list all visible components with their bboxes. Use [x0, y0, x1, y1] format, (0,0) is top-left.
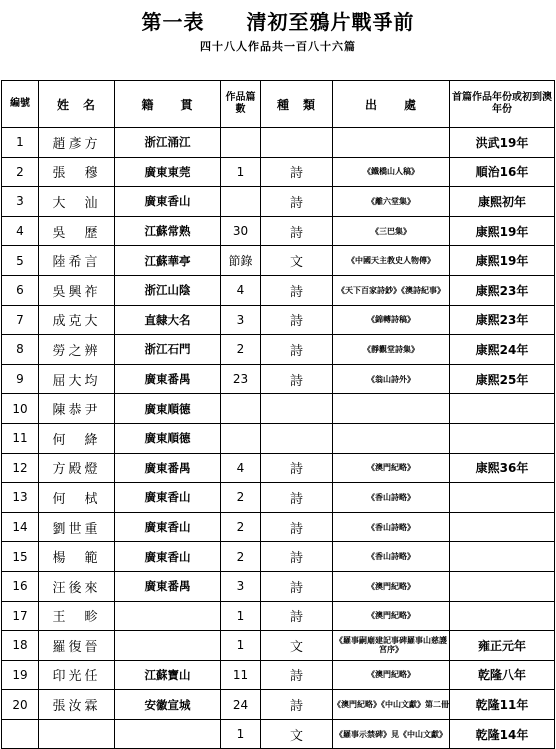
- cell-origin: 安徽宣城: [115, 690, 221, 720]
- cell-year: [450, 423, 555, 453]
- cell-genre: 文: [261, 719, 333, 749]
- cell-name: 汪後來: [39, 571, 115, 601]
- cell-count: 2: [221, 335, 261, 365]
- cell-name: 楊 範: [39, 542, 115, 572]
- header-genre: 種 類: [261, 81, 333, 128]
- cell-origin: 浙江涌江: [115, 128, 221, 158]
- cell-origin: 廣東番禺: [115, 364, 221, 394]
- cell-no: 15: [2, 542, 39, 572]
- cell-genre: [261, 394, 333, 424]
- cell-genre: 詩: [261, 542, 333, 572]
- cell-count: 2: [221, 512, 261, 542]
- cell-name: [39, 719, 115, 749]
- cell-year: 康熙19年: [450, 216, 555, 246]
- cell-name: 陳恭尹: [39, 394, 115, 424]
- cell-source: 《羅事嗣廟建記事碑羅事山慈護宮序》: [333, 631, 450, 661]
- cell-year: 雍正元年: [450, 631, 555, 661]
- cell-no: 6: [2, 275, 39, 305]
- cell-name: 羅復晉: [39, 631, 115, 661]
- table-row: [2, 660, 555, 690]
- cell-year: [450, 571, 555, 601]
- cell-origin: 浙江山陰: [115, 275, 221, 305]
- cell-genre: 文: [261, 246, 333, 276]
- table-subtitle: 四十八人作品共一百八十六篇: [200, 40, 356, 53]
- cell-no: 1: [2, 128, 39, 158]
- cell-count: 3: [221, 571, 261, 601]
- cell-count: 1: [221, 157, 261, 187]
- cell-origin: 江蘇寶山: [115, 660, 221, 690]
- cell-year: 乾隆11年: [450, 690, 555, 720]
- cell-no: 18: [2, 631, 39, 661]
- cell-genre: 詩: [261, 512, 333, 542]
- cell-count: [221, 128, 261, 158]
- table-row: [2, 246, 555, 276]
- table-row: [2, 157, 555, 187]
- cell-count: 2: [221, 542, 261, 572]
- cell-genre: 詩: [261, 364, 333, 394]
- cell-genre: 詩: [261, 335, 333, 365]
- table-row: [2, 187, 555, 217]
- cell-name: 成克大: [39, 305, 115, 335]
- cell-origin: [115, 601, 221, 631]
- table-row: [2, 512, 555, 542]
- cell-genre: 詩: [261, 483, 333, 513]
- cell-year: 康熙24年: [450, 335, 555, 365]
- table-row: [2, 631, 555, 661]
- works-table: [1, 80, 555, 749]
- table-row: [2, 305, 555, 335]
- cell-no: 4: [2, 216, 39, 246]
- cell-year: 康熙23年: [450, 305, 555, 335]
- cell-count: [221, 423, 261, 453]
- table-row: [2, 335, 555, 365]
- cell-origin: 廣東番禺: [115, 453, 221, 483]
- table-row: [2, 394, 555, 424]
- cell-year: [450, 601, 555, 631]
- cell-no: 7: [2, 305, 39, 335]
- cell-count: 3: [221, 305, 261, 335]
- cell-source: 《靜觀堂詩集》: [333, 335, 450, 365]
- cell-genre: 詩: [261, 601, 333, 631]
- cell-no: 19: [2, 660, 39, 690]
- cell-source: 《錦轉詩稿》: [333, 305, 450, 335]
- cell-count: 1: [221, 601, 261, 631]
- cell-name: 方殿燈: [39, 453, 115, 483]
- cell-source: 《離六堂集》: [333, 187, 450, 217]
- cell-origin: [115, 631, 221, 661]
- cell-name: 張 穆: [39, 157, 115, 187]
- cell-origin: 廣東東莞: [115, 157, 221, 187]
- cell-source: 《香山詩略》: [333, 483, 450, 513]
- cell-year: [450, 542, 555, 572]
- header-origin: 籍 貫: [115, 81, 221, 128]
- header-year: 首篇作品年份或初到澳年份: [450, 81, 555, 128]
- cell-origin: 廣東香山: [115, 187, 221, 217]
- table-title: 第一表 清初至鴉片戰爭前: [141, 10, 415, 34]
- cell-origin: 廣東香山: [115, 483, 221, 513]
- cell-origin: 廣東香山: [115, 542, 221, 572]
- cell-name: 何 栻: [39, 483, 115, 513]
- cell-year: 洪武19年: [450, 128, 555, 158]
- cell-source: 《天下百家詩鈔》《澳詩紀事》: [333, 275, 450, 305]
- cell-genre: 詩: [261, 275, 333, 305]
- header-name: 姓 名: [39, 81, 115, 128]
- cell-source: [333, 394, 450, 424]
- cell-source: 《澳門紀略》: [333, 453, 450, 483]
- cell-no: 2: [2, 157, 39, 187]
- cell-name: 張汝霖: [39, 690, 115, 720]
- header-source: 出 處: [333, 81, 450, 128]
- cell-origin: 廣東順德: [115, 423, 221, 453]
- cell-genre: 文: [261, 631, 333, 661]
- table-row: [2, 275, 555, 305]
- table-body: [2, 128, 555, 749]
- table-row: [2, 719, 555, 749]
- cell-source: 《香山詩略》: [333, 542, 450, 572]
- cell-genre: 詩: [261, 660, 333, 690]
- cell-no: 10: [2, 394, 39, 424]
- cell-no: 3: [2, 187, 39, 217]
- cell-count: 23: [221, 364, 261, 394]
- cell-no: 14: [2, 512, 39, 542]
- cell-year: 康熙36年: [450, 453, 555, 483]
- cell-origin: 浙江石門: [115, 335, 221, 365]
- header-no: 編號: [2, 81, 39, 128]
- table-row: [2, 690, 555, 720]
- cell-source: 《鐵橋山人稿》: [333, 157, 450, 187]
- cell-count: 11: [221, 660, 261, 690]
- cell-no: 20: [2, 690, 39, 720]
- cell-name: 勞之辨: [39, 335, 115, 365]
- cell-count: 2: [221, 483, 261, 513]
- cell-origin: 廣東番禺: [115, 571, 221, 601]
- cell-genre: 詩: [261, 187, 333, 217]
- cell-genre: 詩: [261, 690, 333, 720]
- cell-genre: 詩: [261, 216, 333, 246]
- cell-name: 吳興祚: [39, 275, 115, 305]
- cell-year: 康熙19年: [450, 246, 555, 276]
- cell-source: 《澳門紀略》: [333, 660, 450, 690]
- cell-source: 《三巴集》: [333, 216, 450, 246]
- cell-origin: 江蘇常熟: [115, 216, 221, 246]
- cell-no: 17: [2, 601, 39, 631]
- cell-name: 大 汕: [39, 187, 115, 217]
- cell-year: 乾隆八年: [450, 660, 555, 690]
- cell-count: 30: [221, 216, 261, 246]
- cell-source: [333, 128, 450, 158]
- cell-name: 陸希言: [39, 246, 115, 276]
- cell-year: 康熙初年: [450, 187, 555, 217]
- cell-origin: 廣東順德: [115, 394, 221, 424]
- cell-name: 屈大均: [39, 364, 115, 394]
- cell-source: 《羅事示禁碑》見《中山文獻》: [333, 719, 450, 749]
- cell-name: 印光任: [39, 660, 115, 690]
- header-count: 作品篇數: [221, 81, 261, 128]
- cell-source: [333, 423, 450, 453]
- cell-name: 趙彥方: [39, 128, 115, 158]
- cell-genre: 詩: [261, 157, 333, 187]
- table-row: [2, 216, 555, 246]
- cell-count: 1: [221, 631, 261, 661]
- header-row: [2, 81, 555, 128]
- cell-genre: 詩: [261, 453, 333, 483]
- cell-source: 《澳門紀略》: [333, 601, 450, 631]
- table-row: [2, 453, 555, 483]
- cell-year: [450, 512, 555, 542]
- table-row: [2, 542, 555, 572]
- cell-count: 節錄: [221, 246, 261, 276]
- cell-no: 11: [2, 423, 39, 453]
- cell-source: 《澳門紀略》《中山文獻》第二冊: [333, 690, 450, 720]
- cell-no: 5: [2, 246, 39, 276]
- table-row: [2, 601, 555, 631]
- cell-year: [450, 483, 555, 513]
- table-row: [2, 423, 555, 453]
- table-row: [2, 128, 555, 158]
- cell-origin: 江蘇華亭: [115, 246, 221, 276]
- cell-no: 13: [2, 483, 39, 513]
- cell-genre: 詩: [261, 305, 333, 335]
- cell-origin: [115, 719, 221, 749]
- cell-year: 康熙23年: [450, 275, 555, 305]
- cell-origin: 廣東香山: [115, 512, 221, 542]
- cell-genre: [261, 128, 333, 158]
- cell-count: 4: [221, 453, 261, 483]
- cell-genre: [261, 423, 333, 453]
- cell-no: 9: [2, 364, 39, 394]
- cell-no: 16: [2, 571, 39, 601]
- cell-genre: 詩: [261, 571, 333, 601]
- cell-year: [450, 394, 555, 424]
- table-row: [2, 364, 555, 394]
- cell-name: 劉世重: [39, 512, 115, 542]
- cell-source: 《中國天主教史人物傳》: [333, 246, 450, 276]
- cell-no: 8: [2, 335, 39, 365]
- cell-name: 王 畛: [39, 601, 115, 631]
- cell-year: 乾隆14年: [450, 719, 555, 749]
- cell-name: 吳 歷: [39, 216, 115, 246]
- table-row: [2, 483, 555, 513]
- cell-origin: 直隸大名: [115, 305, 221, 335]
- cell-count: 24: [221, 690, 261, 720]
- cell-count: [221, 394, 261, 424]
- cell-year: 康熙25年: [450, 364, 555, 394]
- cell-name: 何 絳: [39, 423, 115, 453]
- cell-count: [221, 187, 261, 217]
- cell-count: 4: [221, 275, 261, 305]
- cell-no: [2, 719, 39, 749]
- table-row: [2, 571, 555, 601]
- cell-source: 《翁山詩外》: [333, 364, 450, 394]
- cell-source: 《香山詩略》: [333, 512, 450, 542]
- cell-year: 順治16年: [450, 157, 555, 187]
- cell-source: 《澳門紀略》: [333, 571, 450, 601]
- cell-no: 12: [2, 453, 39, 483]
- cell-count: 1: [221, 719, 261, 749]
